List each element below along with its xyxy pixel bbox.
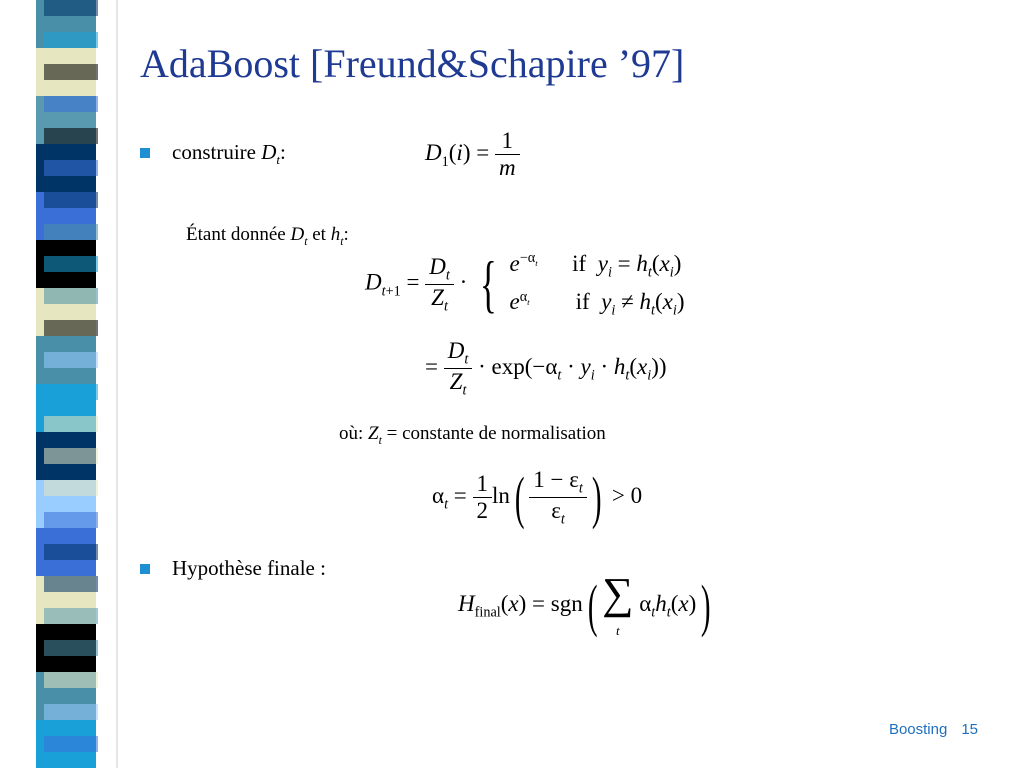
formula-d1: $D_1(i)$ = $\frac{1}{m}$ [425,128,520,182]
strip-block [44,384,98,400]
strip-block [44,480,98,496]
strip-block [44,640,98,656]
strip-block [44,64,98,80]
strip-block [44,512,98,528]
slide-title: AdaBoost [Freund&Schapire ’97] [140,41,685,86]
strip-block [44,576,98,592]
bullet-hypothese-finale: Hypothèse finale : [172,556,326,580]
strip-block [44,704,98,720]
strip-block [44,128,98,144]
formula-dt-exp: = $\frac{D_t}{Z_t}$ · $\exp(-\alpha_t \cdot y_i \cdot h_t(x_i))$ [425,338,667,399]
strip-block [44,352,98,368]
strip-block [44,672,98,688]
strip-block [44,192,98,208]
strip-block [44,288,98,304]
strip-block [44,32,98,48]
formula-dt-update: $D_{t+1}$ = $\frac{D_t}{Z_t}$ · { $e^{-\alpha_t}$ if $y_i = h_t(x_i)$ $e^{\alpha_t}$ if $y_i \ne h_t(x_i)$ [365,248,685,320]
strip-block [44,736,98,752]
strip-block [44,320,98,336]
strip-block [44,224,98,240]
strip-block [44,544,98,560]
footer [875,721,978,738]
strip-block [44,416,98,432]
bullet-marker [140,148,150,158]
footer-page-number: 15 [961,721,978,738]
bullet-marker [140,564,150,574]
decorative-side-strip [0,0,120,768]
text-ou-normalisation: où: $Z_t$ = constante de normalisation [339,423,606,447]
strip-block [44,160,98,176]
strip-block [44,256,98,272]
formula-hfinal: $H_{final}(x) = sgn$( ∑ t $\alpha_th_t(x)$) [458,569,711,638]
strip-block [44,608,98,624]
strip-block [44,96,98,112]
strip-block [44,0,98,16]
bullet-construire: construire $D_t$: [172,140,286,168]
text-etant-donnee: Étant donnée $D_t$ et $h_t$: [186,224,349,248]
strip-block [44,448,98,464]
formula-alpha: $\alpha_t$ = $\frac{1}{2}$ ln( $\frac{1 - \varepsilon_t}{\varepsilon_t}$ ) > 0 [432,465,643,530]
footer-section: Boosting [888,721,948,738]
